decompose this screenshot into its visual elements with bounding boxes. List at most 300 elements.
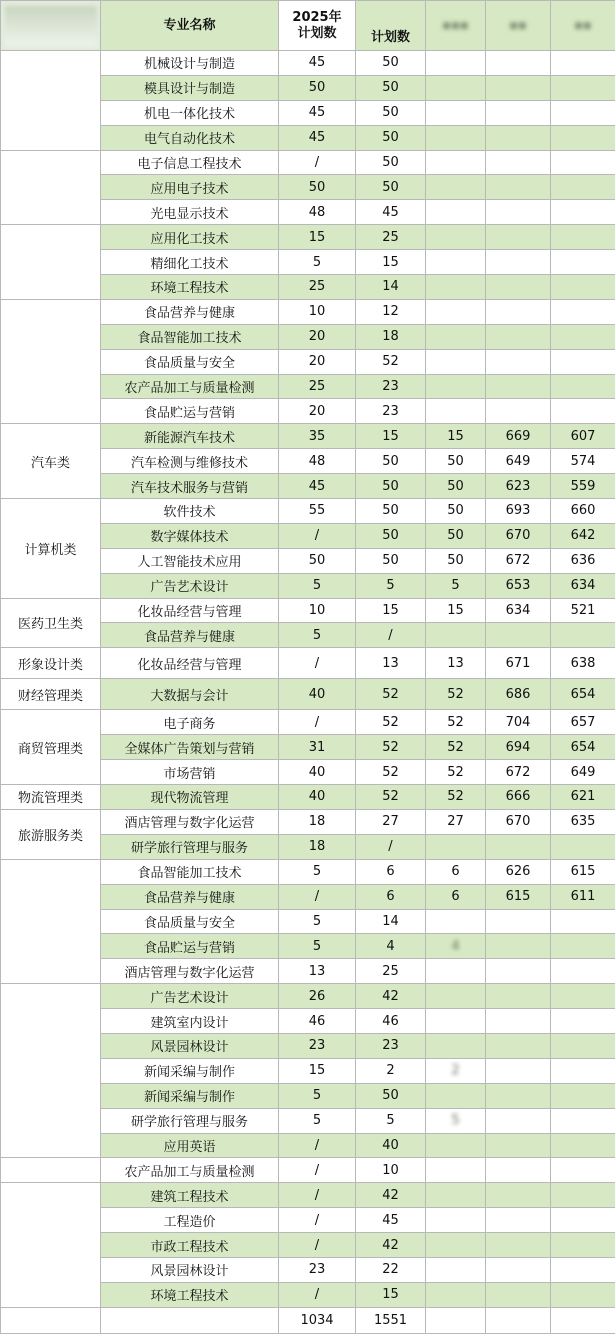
major-cell <box>101 1009 279 1034</box>
plan2025-cell-value: / <box>314 889 320 905</box>
plan-cell-value: 46 <box>382 1013 399 1029</box>
major-cell-value: 化妆品经营与管理 <box>137 605 242 621</box>
col7-cell-value: 654 <box>570 739 596 755</box>
col7-cell <box>551 523 615 548</box>
plan-cell <box>356 909 426 934</box>
major-cell-value: 农产品加工与质量检测 <box>124 1164 255 1180</box>
plan-cell-value: 50 <box>382 453 399 469</box>
col6-cell <box>486 399 551 424</box>
col5-cell <box>426 51 486 76</box>
col7-cell-value: 649 <box>570 764 596 780</box>
col7-cell <box>551 648 615 679</box>
col7-cell <box>551 548 615 573</box>
major-cell <box>101 1133 279 1158</box>
col7-cell <box>551 324 615 349</box>
major-cell <box>101 735 279 760</box>
major-cell-value: 软件技术 <box>163 505 216 521</box>
col6-cell <box>486 859 551 884</box>
major-cell <box>101 349 279 374</box>
col6-cell-value: 704 <box>505 714 531 730</box>
col6-cell-value: 634 <box>505 603 531 619</box>
table-row <box>1 710 615 735</box>
table-body <box>1 51 615 1308</box>
plan-cell <box>356 399 426 424</box>
plan-cell <box>356 1133 426 1158</box>
plan2025-cell-value: 15 <box>308 1063 326 1079</box>
col5-cell-value: 15 <box>447 428 464 444</box>
col5-cell-value: 50 <box>447 478 464 494</box>
plan-cell <box>356 1257 426 1282</box>
major-cell-value: 汽车技术服务与营销 <box>130 480 248 496</box>
header-plan-label: 计划数 <box>370 30 410 45</box>
major-cell-value: 食品智能加工技术 <box>137 866 242 882</box>
plan-cell <box>356 424 426 449</box>
col7-cell <box>551 449 615 474</box>
major-cell <box>101 710 279 735</box>
plan2025-cell <box>279 275 356 300</box>
plan2025-cell-value: 5 <box>312 913 322 929</box>
col6-cell <box>486 809 551 834</box>
col6-cell <box>486 250 551 275</box>
major-cell-value: 建筑室内设计 <box>150 1015 229 1031</box>
plan2025-cell <box>279 523 356 548</box>
plan-cell-value: 12 <box>382 304 399 320</box>
major-cell <box>101 374 279 399</box>
major-cell-value: 食品质量与安全 <box>143 915 235 931</box>
col7-cell <box>551 760 615 785</box>
col5-cell <box>426 1009 486 1034</box>
col5-cell <box>426 1282 486 1307</box>
col6-cell <box>486 349 551 374</box>
plan-cell-value: 52 <box>382 789 399 805</box>
col5-cell <box>426 324 486 349</box>
table-row <box>1 499 615 524</box>
plan2025-cell <box>279 679 356 710</box>
plan-cell <box>356 523 426 548</box>
plan-cell-value: 15 <box>382 254 399 270</box>
plan-cell-value: 52 <box>382 354 399 370</box>
plan-cell-value: 23 <box>382 403 399 419</box>
category-cell: 物流管理类 <box>1 785 101 810</box>
plan-cell-value: 27 <box>382 814 399 830</box>
plan2025-cell <box>279 1158 356 1183</box>
plan2025-cell-value: 10 <box>308 603 326 619</box>
col7-cell <box>551 909 615 934</box>
plan2025-cell <box>279 809 356 834</box>
plan2025-cell-value: / <box>314 655 320 671</box>
col5-cell-value: 2 <box>451 1063 460 1079</box>
plan-cell-value: 50 <box>382 55 399 71</box>
col6-cell <box>486 648 551 679</box>
col5-cell <box>426 623 486 648</box>
col5-cell <box>426 1133 486 1158</box>
major-cell <box>101 1282 279 1307</box>
plan2025-cell <box>279 1233 356 1258</box>
plan2025-cell <box>279 150 356 175</box>
col6-cell-value: 649 <box>505 453 531 469</box>
col6-cell <box>486 984 551 1009</box>
col5-cell <box>426 349 486 374</box>
col7-cell <box>551 735 615 760</box>
plan2025-cell-value: 45 <box>308 105 326 121</box>
col7-cell-value: 654 <box>570 686 596 702</box>
plan-cell <box>356 1208 426 1233</box>
col5-cell <box>426 1208 486 1233</box>
table-row <box>1 809 615 834</box>
plan2025-cell-value: 46 <box>308 1013 326 1029</box>
major-cell-value: 风景园林设计 <box>150 1264 229 1280</box>
totals-col7 <box>551 1307 615 1333</box>
plan2025-cell-value: 15 <box>308 229 326 245</box>
col7-cell <box>551 474 615 499</box>
plan2025-cell <box>279 859 356 884</box>
plan-cell-value: 10 <box>382 1162 399 1178</box>
plan-cell-value: 42 <box>382 988 399 1004</box>
major-cell-value: 数字媒体技术 <box>150 530 229 546</box>
col7-cell <box>551 1257 615 1282</box>
plan-cell-value: 6 <box>386 864 395 880</box>
plan2025-cell-value: 13 <box>308 963 326 979</box>
col5-cell <box>426 959 486 984</box>
major-cell-value: 食品质量与安全 <box>143 356 235 372</box>
major-cell <box>101 200 279 225</box>
col5-cell <box>426 1158 486 1183</box>
col5-cell <box>426 760 486 785</box>
plan2025-cell-value: 20 <box>308 329 326 345</box>
plan-cell <box>356 573 426 598</box>
col5-cell <box>426 125 486 150</box>
plan2025-cell-value: 55 <box>308 503 326 519</box>
col6-cell <box>486 1183 551 1208</box>
table-row <box>1 984 615 1009</box>
header-blurred-col6: ▪▪ <box>486 1 551 51</box>
table-row <box>1 51 615 76</box>
col6-cell <box>486 125 551 150</box>
plan-cell <box>356 75 426 100</box>
plan2025-cell <box>279 710 356 735</box>
plan2025-cell <box>279 884 356 909</box>
col5-cell-value: 50 <box>447 528 464 544</box>
col5-cell <box>426 859 486 884</box>
col7-cell-value: 642 <box>570 528 596 544</box>
plan2025-cell-value: 23 <box>308 1262 326 1278</box>
col7-cell-value: 660 <box>570 503 596 519</box>
col5-cell <box>426 809 486 834</box>
header-2025-line2: 计划数 <box>297 25 337 41</box>
col7-cell <box>551 785 615 810</box>
plan2025-cell <box>279 834 356 859</box>
category-cell: 商贸管理类 <box>1 710 101 785</box>
col7-cell <box>551 1208 615 1233</box>
plan-cell <box>356 100 426 125</box>
major-cell-value: 电气自动化技术 <box>143 132 235 148</box>
plan-cell-value: / <box>388 627 393 643</box>
plan-cell-value: 45 <box>382 204 399 220</box>
col7-cell <box>551 1009 615 1034</box>
plan2025-cell-value: 23 <box>308 1038 326 1054</box>
major-cell <box>101 1083 279 1108</box>
plan2025-cell <box>279 1033 356 1058</box>
header-logo-cell <box>1 1 101 51</box>
plan-cell <box>356 1183 426 1208</box>
plan2025-cell <box>279 100 356 125</box>
plan-cell-value: 5 <box>386 1113 395 1129</box>
plan-cell-value: 50 <box>382 80 399 96</box>
table-row <box>1 225 615 250</box>
plan-cell <box>356 449 426 474</box>
col5-cell <box>426 1233 486 1258</box>
plan-cell <box>356 548 426 573</box>
major-cell-value: 现代物流管理 <box>150 791 229 807</box>
category-cell <box>1 51 101 151</box>
col6-cell <box>486 573 551 598</box>
major-cell-value: 食品营养与健康 <box>143 306 235 322</box>
plan-cell-value: 52 <box>382 714 399 730</box>
major-cell <box>101 275 279 300</box>
major-cell <box>101 399 279 424</box>
major-cell-value: 市政工程技术 <box>150 1239 229 1255</box>
col7-cell-value: 621 <box>570 789 596 805</box>
col6-cell <box>486 959 551 984</box>
category-cell: 医药卫生类 <box>1 598 101 648</box>
plan-cell-value: 50 <box>382 503 399 519</box>
col7-cell-value: 607 <box>570 428 596 444</box>
plan-cell <box>356 150 426 175</box>
header-blurred-col7: ▪▪ <box>551 1 615 51</box>
major-cell <box>101 150 279 175</box>
major-cell-value: 风景园林设计 <box>150 1040 229 1056</box>
plan2025-cell-value: / <box>314 1162 320 1178</box>
plan-cell-value: 40 <box>382 1137 399 1153</box>
plan2025-cell <box>279 959 356 984</box>
plan-cell-value: 6 <box>386 889 395 905</box>
col5-cell <box>426 200 486 225</box>
plan2025-cell-value: 5 <box>312 627 322 643</box>
plan-cell-value: 23 <box>382 379 399 395</box>
plan2025-cell <box>279 474 356 499</box>
plan-cell <box>356 859 426 884</box>
col5-cell <box>426 474 486 499</box>
major-cell <box>101 100 279 125</box>
plan-cell <box>356 1158 426 1183</box>
plan-cell-value: 42 <box>382 1237 399 1253</box>
plan-cell-value: 15 <box>382 428 399 444</box>
plan-cell-value: 50 <box>382 130 399 146</box>
plan-cell <box>356 349 426 374</box>
plan2025-cell <box>279 735 356 760</box>
major-cell-value: 建筑工程技术 <box>150 1189 229 1205</box>
plan2025-cell <box>279 1058 356 1083</box>
col6-cell <box>486 884 551 909</box>
plan-cell-value: 50 <box>382 155 399 170</box>
plan2025-cell-value: 45 <box>308 130 326 146</box>
major-cell <box>101 250 279 275</box>
table-row <box>1 679 615 710</box>
col7-cell-value: 635 <box>570 814 596 830</box>
col5-cell <box>426 1058 486 1083</box>
major-cell-value: 广告艺术设计 <box>150 580 229 596</box>
col5-cell <box>426 834 486 859</box>
col6-cell <box>486 785 551 810</box>
col6-cell-value: 666 <box>505 789 531 805</box>
plan-cell-value: 50 <box>382 553 399 569</box>
plan-cell-value: 52 <box>382 739 399 755</box>
col7-cell <box>551 859 615 884</box>
plan2025-cell-value: 26 <box>308 988 326 1004</box>
col5-cell <box>426 884 486 909</box>
plan2025-cell <box>279 225 356 250</box>
plan2025-cell <box>279 1083 356 1108</box>
major-cell <box>101 785 279 810</box>
major-cell-value: 新闻采编与制作 <box>143 1065 235 1081</box>
plan2025-cell <box>279 1257 356 1282</box>
plan2025-cell <box>279 909 356 934</box>
col5-cell <box>426 75 486 100</box>
plan-cell-value: 13 <box>382 655 399 671</box>
col5-cell <box>426 1033 486 1058</box>
major-cell <box>101 1257 279 1282</box>
major-cell <box>101 859 279 884</box>
plan-cell-value: / <box>388 839 393 855</box>
plan2025-cell-value: 20 <box>308 354 326 370</box>
col7-cell <box>551 809 615 834</box>
plan-cell <box>356 834 426 859</box>
col7-cell <box>551 834 615 859</box>
plan-cell <box>356 299 426 324</box>
major-cell-value: 汽车检测与维修技术 <box>130 455 248 471</box>
category-cell: 财经管理类 <box>1 679 101 710</box>
major-cell-value: 机电一体化技术 <box>143 107 235 123</box>
table-row <box>1 598 615 623</box>
plan-cell <box>356 648 426 679</box>
plan-cell-value: 50 <box>382 478 399 494</box>
major-cell-value: 食品营养与健康 <box>143 629 235 645</box>
plan2025-cell <box>279 299 356 324</box>
major-cell-value: 精细化工技术 <box>150 256 229 272</box>
col5-cell <box>426 1183 486 1208</box>
col5-cell <box>426 449 486 474</box>
major-cell <box>101 548 279 573</box>
plan2025-cell <box>279 623 356 648</box>
col7-cell <box>551 150 615 175</box>
major-cell <box>101 809 279 834</box>
col5-cell <box>426 785 486 810</box>
plan2025-cell-value: 40 <box>308 686 326 702</box>
col6-cell <box>486 1282 551 1307</box>
plan2025-cell <box>279 1183 356 1208</box>
plan2025-cell <box>279 785 356 810</box>
major-cell-value: 应用化工技术 <box>150 231 229 247</box>
plan-cell-value: 4 <box>386 938 395 954</box>
col7-cell <box>551 710 615 735</box>
major-cell-value: 酒店管理与数字化运营 <box>124 965 255 981</box>
plan-cell-value: 5 <box>386 578 395 594</box>
plan2025-cell-value: 10 <box>308 304 326 320</box>
plan-cell <box>356 785 426 810</box>
plan-cell <box>356 499 426 524</box>
plan-cell <box>356 200 426 225</box>
col6-cell-value: 671 <box>505 655 531 671</box>
plan2025-cell-value: 50 <box>308 179 326 195</box>
col7-cell-value: 574 <box>570 453 596 469</box>
col7-cell <box>551 1233 615 1258</box>
col5-cell <box>426 100 486 125</box>
major-cell <box>101 523 279 548</box>
col7-cell <box>551 934 615 959</box>
col7-cell <box>551 499 615 524</box>
major-cell <box>101 51 279 76</box>
col6-cell <box>486 1133 551 1158</box>
plan2025-cell <box>279 324 356 349</box>
plan-cell-value: 14 <box>382 279 399 295</box>
col6-cell-value: 615 <box>505 889 531 905</box>
plan2025-cell <box>279 75 356 100</box>
plan-cell-value: 52 <box>382 686 399 702</box>
col6-cell-value: 686 <box>505 686 531 702</box>
plan2025-cell <box>279 1108 356 1133</box>
major-cell-value: 化妆品经营与管理 <box>137 657 242 673</box>
plan2025-cell <box>279 1208 356 1233</box>
col7-cell <box>551 100 615 125</box>
col6-cell <box>486 909 551 934</box>
col6-cell <box>486 834 551 859</box>
plan2025-cell <box>279 399 356 424</box>
col6-cell <box>486 474 551 499</box>
plan2025-cell <box>279 1009 356 1034</box>
col7-cell <box>551 623 615 648</box>
major-cell <box>101 474 279 499</box>
col6-cell-value: 626 <box>505 864 531 880</box>
major-cell <box>101 175 279 200</box>
col7-cell <box>551 1083 615 1108</box>
major-cell-value: 电子信息工程技术 <box>137 157 242 172</box>
col5-cell <box>426 909 486 934</box>
plan2025-cell <box>279 51 356 76</box>
col5-cell <box>426 679 486 710</box>
plan-cell-value: 15 <box>382 1287 399 1303</box>
plan2025-cell-value: 5 <box>312 864 322 880</box>
plan2025-cell <box>279 449 356 474</box>
plan-cell-value: 50 <box>382 1088 399 1104</box>
major-cell-value: 环境工程技术 <box>150 281 229 297</box>
plan-cell <box>356 225 426 250</box>
plan2025-cell-value: 18 <box>308 814 326 830</box>
major-cell-value: 广告艺术设计 <box>150 990 229 1006</box>
col7-cell <box>551 299 615 324</box>
col7-cell <box>551 225 615 250</box>
col6-cell <box>486 225 551 250</box>
col7-cell <box>551 175 615 200</box>
col6-cell <box>486 1108 551 1133</box>
plan2025-cell-value: 18 <box>308 839 326 855</box>
plan2025-cell <box>279 760 356 785</box>
plan-cell <box>356 598 426 623</box>
col5-cell <box>426 573 486 598</box>
col6-cell <box>486 499 551 524</box>
major-cell-value: 食品智能加工技术 <box>137 331 242 347</box>
plan2025-cell <box>279 1133 356 1158</box>
col5-cell <box>426 399 486 424</box>
plan2025-cell-value: / <box>314 1137 320 1153</box>
col6-cell <box>486 175 551 200</box>
col7-cell-value: 521 <box>570 603 596 619</box>
col6-cell <box>486 324 551 349</box>
col5-cell <box>426 275 486 300</box>
blurred-logo <box>5 6 97 46</box>
totals-col5 <box>426 1307 486 1333</box>
col7-cell <box>551 959 615 984</box>
major-cell <box>101 1158 279 1183</box>
